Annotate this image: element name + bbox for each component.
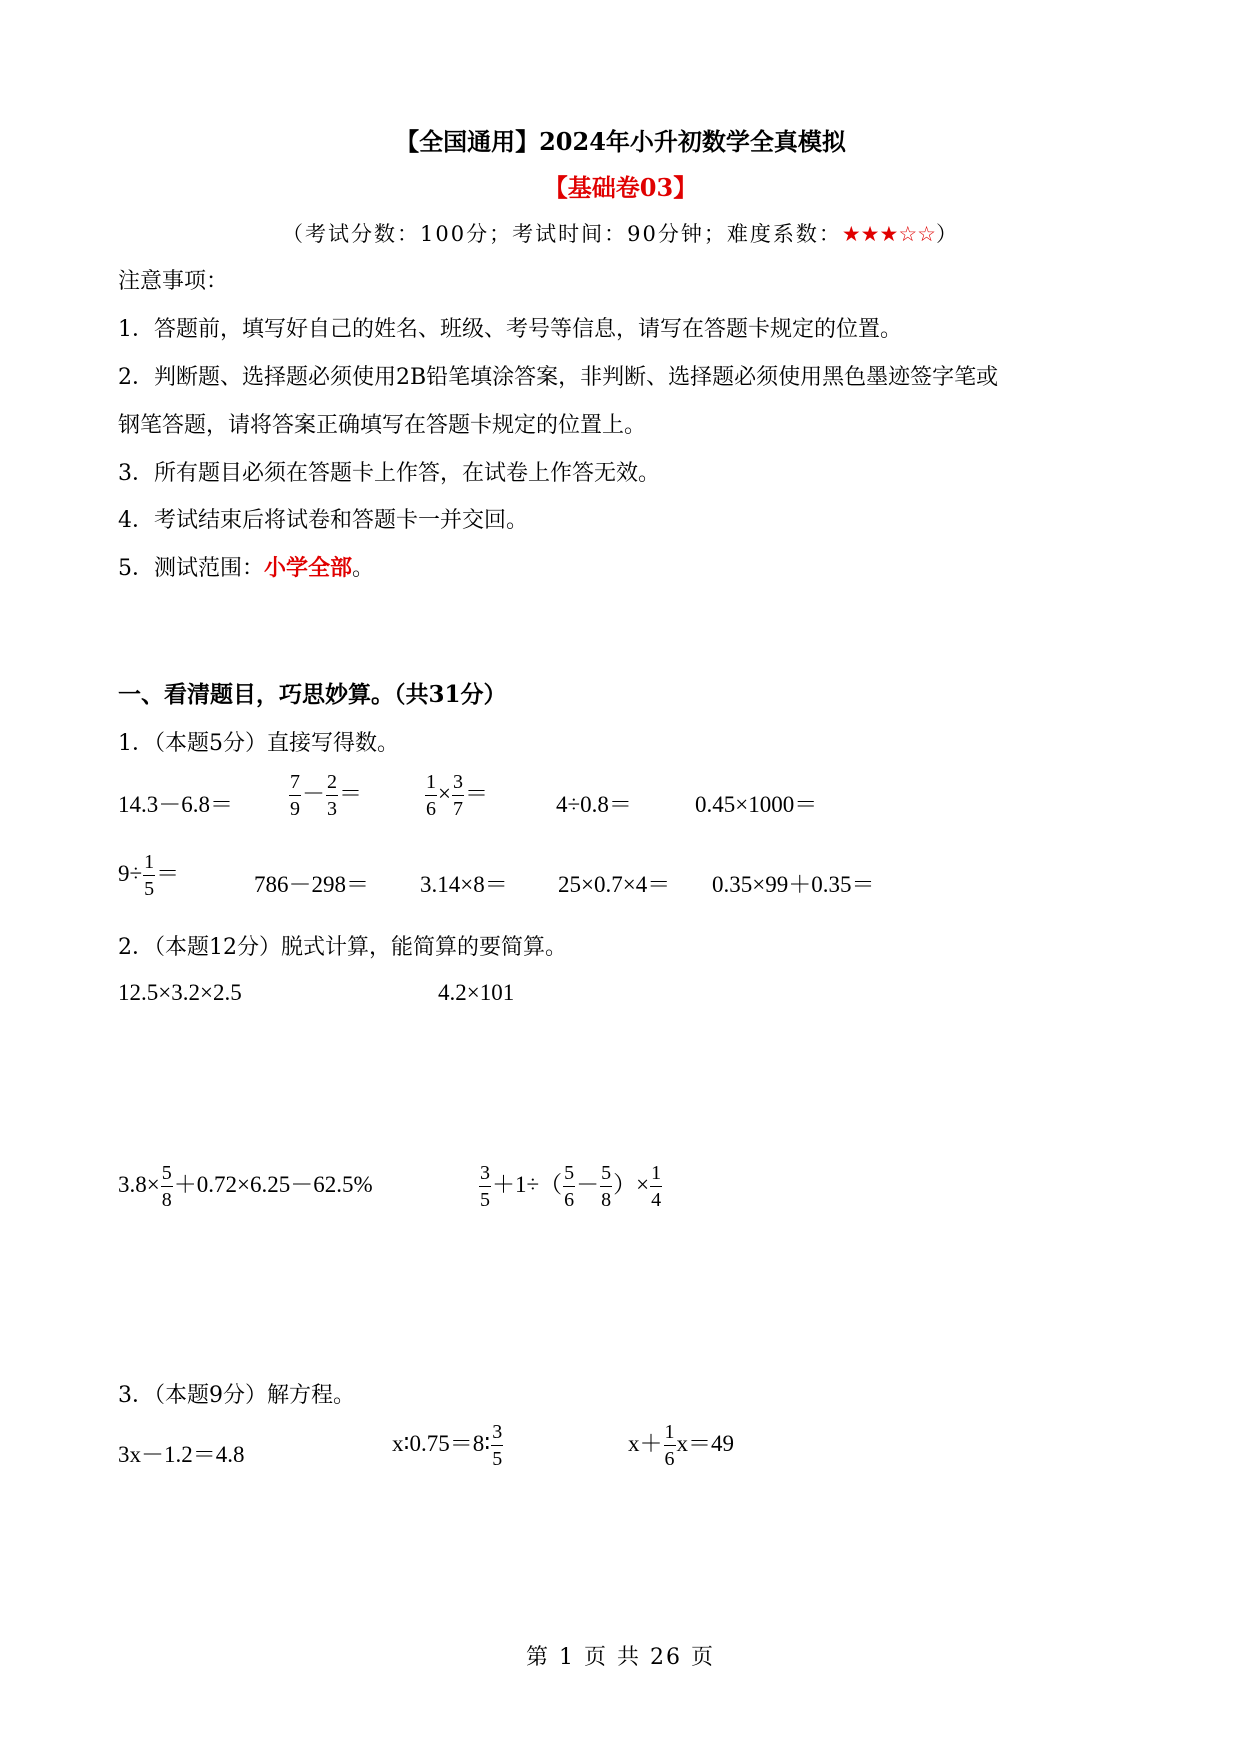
section-1-heading: 一、看清题目，巧思妙算。（共31分） bbox=[118, 681, 507, 708]
fraction: $\frac{5}{6}$ bbox=[564, 1162, 575, 1211]
note-item-5-prefix: 5．测试范围： bbox=[118, 556, 264, 581]
note-item-2a: 2．判断题、选择题必须使用2B铅笔填涂答案，非判断、选择题必须使用黑色墨迹签字笔或 bbox=[118, 365, 999, 390]
note-item-5 bbox=[118, 551, 374, 582]
exam-info-suffix: ） bbox=[935, 222, 959, 246]
fraction: $\frac{1}{4}$ bbox=[651, 1162, 662, 1211]
q1-expr-3: $\frac{1}{6}$ × $\frac{3}{7}$ ＝ bbox=[426, 771, 488, 820]
fraction: $\frac{1}{5}$ bbox=[144, 851, 155, 900]
q1-expr-10: 0.35×99＋0.35＝ bbox=[712, 872, 875, 897]
q2-expr-1: 12.5×3.2×2.5 bbox=[118, 980, 242, 1005]
star-filled-icon: ★★★ bbox=[841, 222, 899, 246]
q1-label: 1．（本题5分）直接写得数。 bbox=[118, 731, 399, 756]
q1-expr-7: 786－298＝ bbox=[254, 872, 369, 897]
fraction: $\frac{1}{6}$ bbox=[664, 1421, 675, 1470]
fraction: $\frac{3}{5}$ bbox=[480, 1162, 490, 1211]
q1-expr-6: 9÷ $\frac{1}{5}$ ＝ bbox=[118, 851, 180, 900]
fraction: $\frac{3}{7}$ bbox=[452, 771, 463, 820]
q1-expr-4: 4÷0.8＝ bbox=[556, 792, 632, 817]
q1-expr-8: 3.14×8＝ bbox=[420, 872, 508, 897]
fraction: $\frac{7}{9}$ bbox=[290, 771, 300, 820]
note-item-3: 3．所有题目必须在答题卡上作答，在试卷上作答无效。 bbox=[118, 461, 660, 486]
q1-expr-5: 0.45×1000＝ bbox=[695, 792, 818, 817]
note-item-4: 4．考试结束后将试卷和答题卡一并交回。 bbox=[118, 508, 528, 533]
fraction: $\frac{5}{8}$ bbox=[601, 1162, 612, 1211]
q3-expr-1: 3x－1.2＝4.8 bbox=[118, 1442, 245, 1467]
q3-expr-3: x＋ $\frac{1}{6}$ x＝49 bbox=[628, 1421, 734, 1470]
page-number: 第 1 页 共 26 页 bbox=[526, 1645, 715, 1670]
exam-info-prefix: （考试分数：100分；考试时间：90分钟；难度系数： bbox=[282, 222, 842, 246]
star-empty-icon: ☆☆ bbox=[898, 222, 936, 246]
exam-subtitle: 【基础卷03】 bbox=[543, 173, 698, 202]
note-item-5-suffix: 。 bbox=[352, 556, 375, 581]
test-scope-highlight: 小学全部 bbox=[264, 555, 353, 581]
fraction: $\frac{3}{5}$ bbox=[492, 1421, 503, 1470]
q3-label: 3．（本题9分）解方程。 bbox=[118, 1383, 355, 1408]
q2-label: 2．（本题12分）脱式计算，能简算的要简算。 bbox=[118, 935, 567, 960]
difficulty-stars bbox=[842, 222, 936, 246]
note-item-1: 1．答题前，填写好自己的姓名、班级、考号等信息，请写在答题卡规定的位置。 bbox=[118, 317, 902, 342]
q3-expr-2: x∶0.75＝8∶ $\frac{3}{5}$ bbox=[392, 1421, 503, 1470]
fraction: $\frac{1}{6}$ bbox=[426, 771, 436, 820]
q1-expr-2: $\frac{7}{9}$ － $\frac{2}{3}$ ＝ bbox=[290, 771, 362, 820]
q1-expr-1: 14.3－6.8＝ bbox=[118, 792, 233, 817]
notes-heading: 注意事项： bbox=[118, 269, 229, 294]
fraction: $\frac{2}{3}$ bbox=[327, 771, 337, 820]
q2-expr-3: 3.8× $\frac{5}{8}$ ＋0.72×6.25－62.5% bbox=[118, 1162, 373, 1211]
q2-expr-2: 4.2×101 bbox=[438, 980, 515, 1005]
q1-expr-9: 25×0.7×4＝ bbox=[558, 872, 671, 897]
q2-expr-4: $\frac{3}{5}$ ＋1÷（ $\frac{5}{6}$ － $\frac{5}{8}$ ）× $\frac{1}{4}$ bbox=[480, 1162, 662, 1211]
fraction: $\frac{5}{8}$ bbox=[161, 1162, 172, 1211]
exam-title: 【全国通用】2024年小升初数学全真模拟 bbox=[395, 127, 846, 156]
exam-info bbox=[0, 218, 1241, 248]
note-item-2b: 钢笔答题，请将答案正确填写在答题卡规定的位置上。 bbox=[118, 413, 647, 438]
